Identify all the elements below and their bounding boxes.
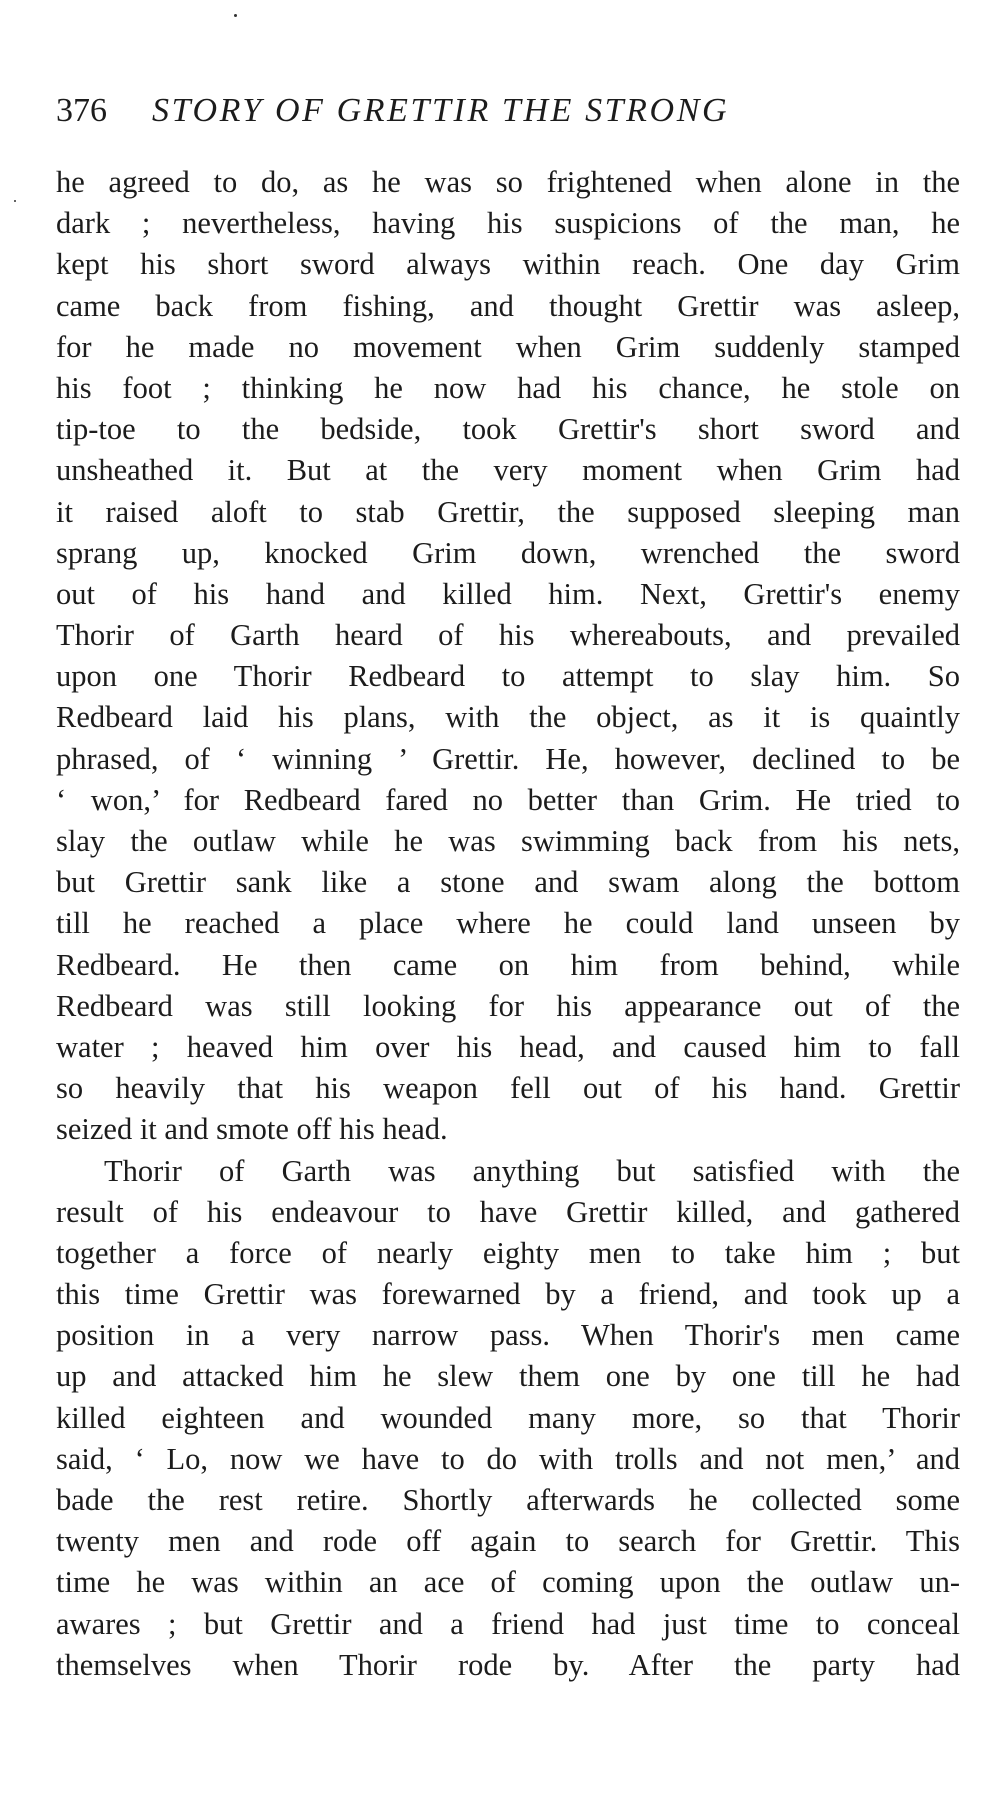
text-line: so heavily that his weapon fell out of his hand. Grettir [56,1071,960,1106]
text-line: unsheathed it. But at the very moment when Grim had [56,453,960,488]
text-line: slay the outlaw while he was swimming back from his nets, [56,824,960,858]
body-text [56,162,960,1686]
text-line: this time Grettir was forewarned by a friend, and took up a [56,1277,960,1312]
text-line: came back from fishing, and thought Grettir was asleep, [56,288,960,323]
text-line: up and attacked him he slew them one by one till he had [56,1359,960,1394]
text-line: bade the rest retire. Shortly afterwards he collected some [56,1483,960,1517]
text-line: it raised aloft to stab Grettir, the supposed sleeping man [56,494,960,529]
running-title: STORY OF GRETTIR THE STRONG [152,92,730,129]
text-line: till he reached a place where he could land unseen by [56,906,960,941]
text-line: twenty men and rode off again to search for Grettir. This [56,1524,960,1559]
text-line: Redbeard was still looking for his appearance out of the [56,988,960,1023]
running-header [56,86,956,136]
print-speck [234,14,237,17]
text-line: Redbeard. He then came on him from behind, while [56,947,960,982]
text-line: said, ‘ Lo, now we have to do with trolls and not men,’ and [56,1441,960,1476]
text-line: water ; heaved him over his head, and caused him to fall [56,1029,960,1064]
text-line: tip-toe to the bedside, took Grettir's short sword and [56,412,960,447]
paragraph-first-line: Thorir of Garth was anything but satisfied with the [104,1153,960,1188]
text-line: dark ; nevertheless, having his suspicions of the man, he [56,206,960,241]
text-line: out of his hand and killed him. Next, Grettir's enemy [56,576,960,611]
text-line: upon one Thorir Redbeard to attempt to slay him. So [56,659,960,694]
print-speck [14,200,16,202]
text-line: position in a very narrow pass. When Thorir's men came [56,1318,960,1353]
text-line: result of his endeavour to have Grettir killed, and gathered [56,1194,960,1229]
text-line: his foot ; thinking he now had his chance, he stole on [56,370,960,405]
text-line: for he made no movement when Grim suddenly stamped [56,329,960,364]
page-number: 376 [56,92,107,129]
text-line: kept his short sword always within reach. One day Grim [56,247,960,282]
text-line: he agreed to do, as he was so frightened when alone in the [56,165,960,199]
text-line: killed eighteen and wounded many more, so that Thorir [56,1400,960,1435]
text-line: themselves when Thorir rode by. After the party had [56,1647,960,1682]
text-line: but Grettir sank like a stone and swam along the bottom [56,865,960,900]
text-line: phrased, of ‘ winning ’ Grettir. He, however, declined to be [56,741,960,776]
text-line: sprang up, knocked Grim down, wrenched the sword [56,535,960,570]
paragraph-last-line: seized it and smote off his head. [56,1112,448,1147]
text-line: ‘ won,’ for Redbeard fared no better than Grim. He tried to [56,782,960,817]
text-line: Thorir of Garth heard of his whereabouts, and prevailed [56,618,960,653]
text-line: time he was within an ace of coming upon the outlaw un- [56,1565,960,1600]
text-line: Redbeard laid his plans, with the object, as it is quaintly [56,700,960,735]
text-line: together a force of nearly eighty men to take him ; but [56,1235,960,1270]
text-line: awares ; but Grettir and a friend had just time to conceal [56,1606,960,1641]
